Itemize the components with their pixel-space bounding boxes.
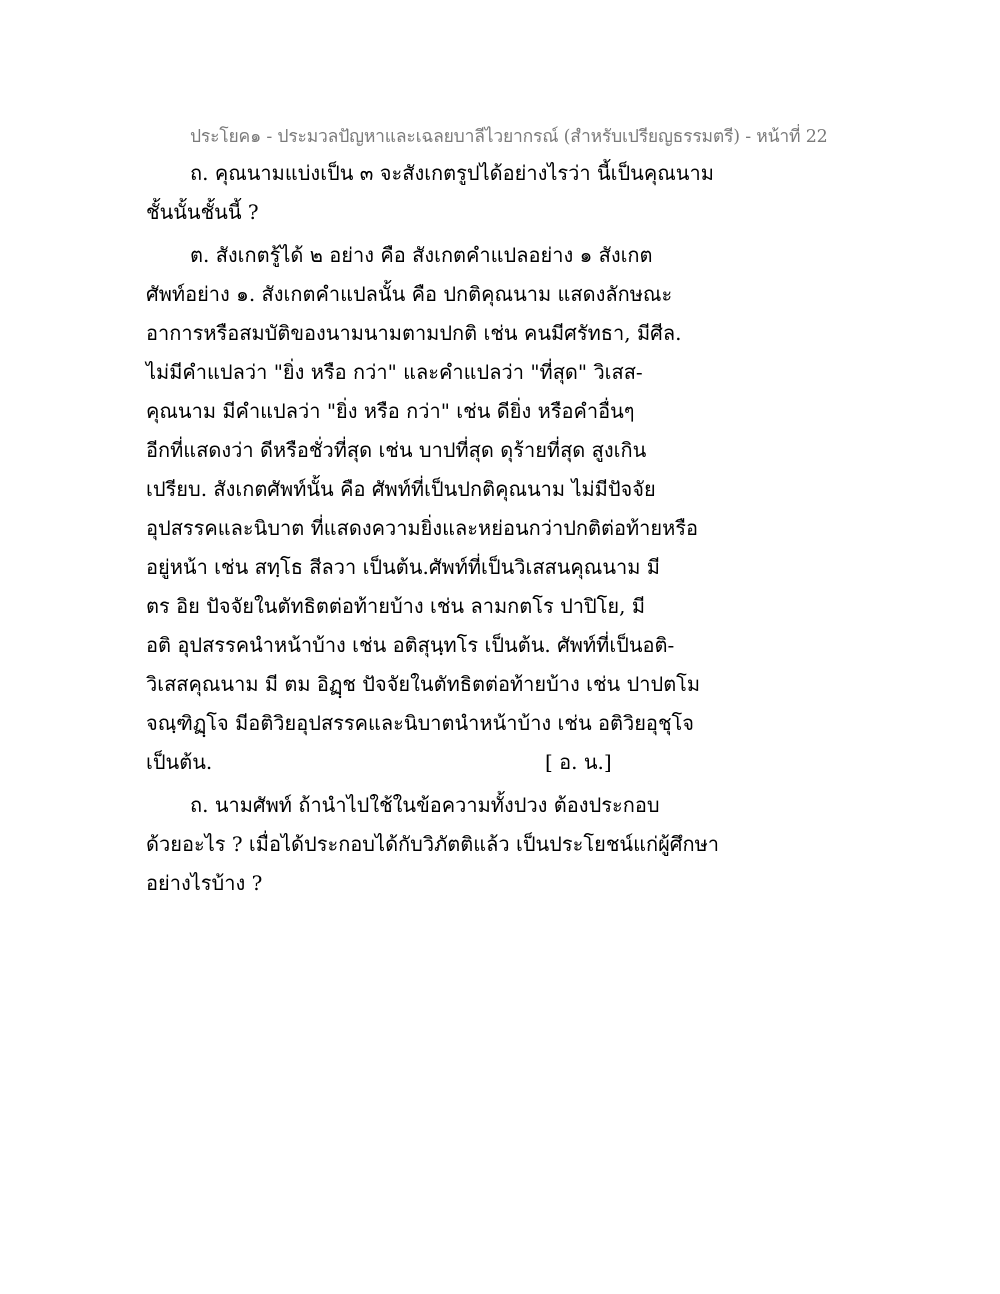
answer-line: คุณนาม มีคำแปลว่า "ยิ่ง หรือ กว่า" เช่น ดียิ่ง หรือคำอื่นๆ [146,399,635,423]
question-line: อย่างไรบ้าง ? [146,871,263,895]
answer-line: อติ อุปสรรคนำหน้าบ้าง เช่น อติสุนฺทโร เป็นต้น. ศัพท์ที่เป็นอติ- [146,633,675,657]
answer-line: อาการหรือสมบัติของนามนามตามปกติ เช่น คนมีศรัทธา, มีศีล. [146,321,682,345]
answer-line: เปรียบ. สังเกตศัพท์นั้น คือ ศัพท์ที่เป็นปกติคุณนาม ไม่มีปัจจัย [146,477,656,501]
answer-line: จณฺฑิฏฺโจ มีอติวิยอุปสรรคและนิบาตนำหน้าบ้าง เช่น อติวิยอุชุโจ [146,711,694,735]
answer-line: อยู่หน้า เช่น สทฺโธ สีลวา เป็นต้น.ศัพท์ที่เป็นวิเสสนคุณนาม มี [146,555,660,579]
answer-line: ไม่มีคำแปลว่า "ยิ่ง หรือ กว่า" และคำแปลว่า "ที่สุด" วิเสส- [146,360,643,384]
question-line: ถ. นามศัพท์ ถ้านำไปใช้ในข้อความทั้งปวง ต้องประกอบ [190,793,660,817]
answer-line: อุปสรรคและนิบาต ที่แสดงความยิ่งและหย่อนกว่าปกติต่อท้ายหรือ [146,516,699,540]
question-line: ถ. คุณนามแบ่งเป็น ๓ จะสังเกตรูปได้อย่างไรว่า นี้เป็นคุณนาม [190,161,714,185]
answer-line: อีกที่แสดงว่า ดีหรือชั่วที่สุด เช่น บาปที่สุด ดุร้ายที่สุด สูงเกิน [146,438,647,462]
answer-line: ศัพท์อย่าง ๑. สังเกตคำแปลนั้น คือ ปกติคุณนาม แสดงลักษณะ [146,282,673,306]
reference-citation: [ อ. น.] [545,750,612,774]
question-line: ด้วยอะไร ? เมื่อได้ประกอบได้กับวิภัตติแล้ว เป็นประโยชน์แก่ผู้ศึกษา [146,832,720,856]
answer-line: วิเสสคุณนาม มี ตม อิฏฺช ปัจจัยในตัทธิตต่อท้ายบ้าง เช่น ปาปตโม [146,672,701,696]
answer-line: ต. สังเกตรู้ได้ ๒ อย่าง คือ สังเกตคำแปลอย่าง ๑ สังเกต [190,243,653,267]
question-line: ชั้นนั้นชั้นนี้ ? [146,200,259,224]
page-header: ประโยค๑ - ประมวลปัญหาและเฉลยบาลีไวยากรณ์ (สำหรับเปรียญธรรมตรี) - หน้าที่ 22 [190,127,828,147]
answer-line: ตร อิย ปัจจัยในตัทธิตต่อท้ายบ้าง เช่น ลามกตโร ปาปิโย, มี [146,594,646,618]
answer-line: เป็นต้น. [146,750,213,774]
